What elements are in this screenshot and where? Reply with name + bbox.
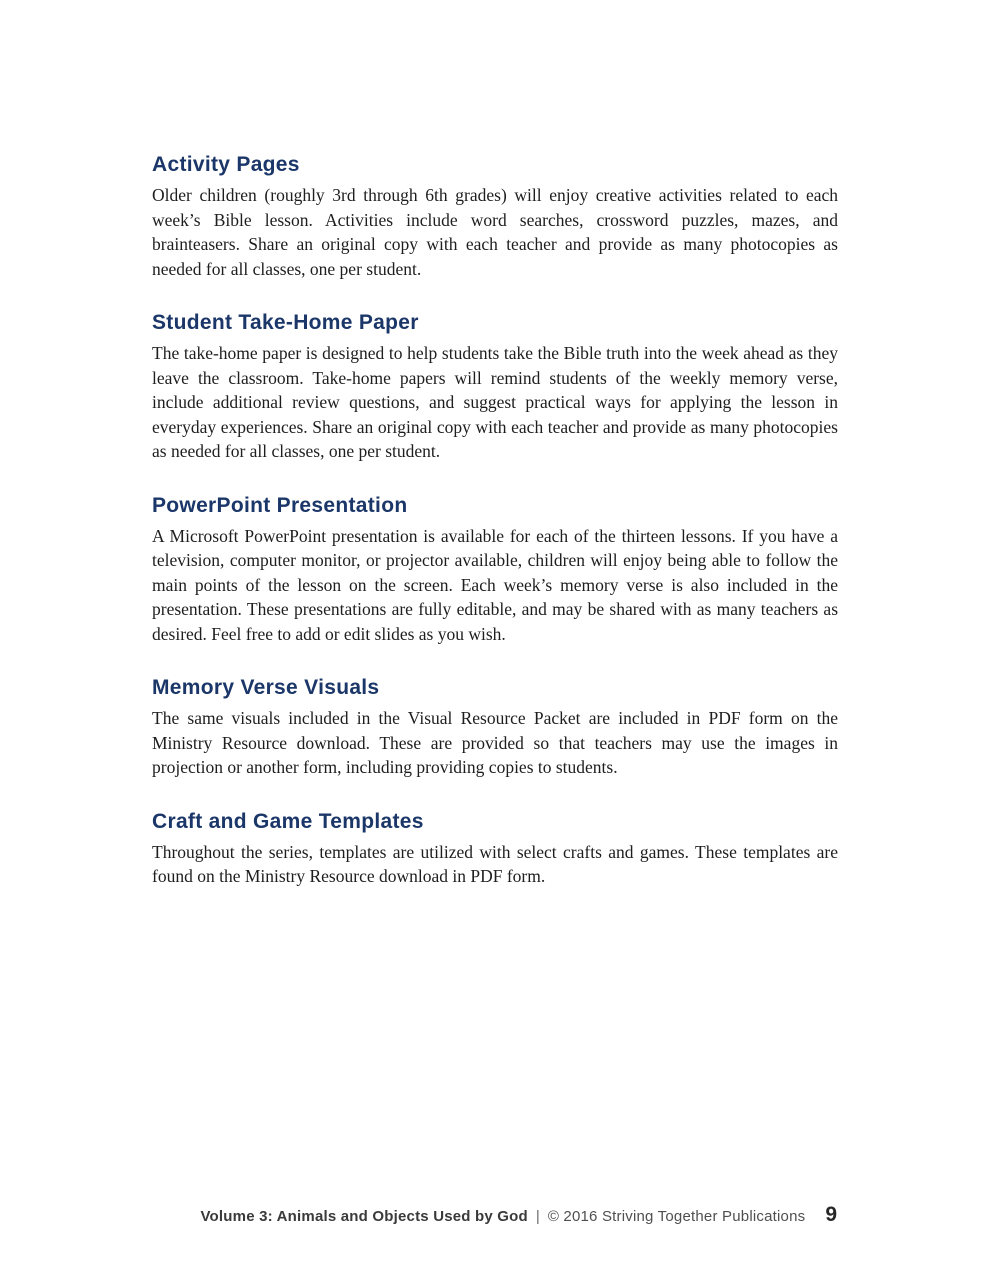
footer-separator: |	[535, 1208, 540, 1225]
section-body-text: Older children (roughly 3rd through 6th grades) will enjoy creative activities related to each week’s Bible lesson. Activities include word searches, crossword puzzles, mazes, and brainteasers. Share an original copy with each teacher and provide as many photocopies as needed for all classes, one per student.	[152, 185, 838, 279]
section-craft-and-game-templates	[152, 809, 838, 889]
section-body-text: The same visuals included in the Visual Resource Packet are included in PDF form on the Ministry Resource download. These are provided so that teachers may use the images in projection or another form, including providing copies to students.	[152, 708, 838, 777]
page-content	[152, 152, 838, 918]
section-powerpoint-presentation	[152, 493, 838, 647]
section-heading: Memory Verse Visuals	[152, 676, 380, 699]
section-heading: Craft and Game Templates	[152, 809, 424, 833]
section-body-text: The take-home paper is designed to help students take the Bible truth into the week ahead as they leave the classroom. Take-home papers will remind students of the weekly memory verse, include additional review questions, and suggest practical ways for applying the lesson in everyday experiences. Share an original copy with each teacher and provide as many photocopies as needed for all classes, one per student.	[152, 343, 838, 461]
section-student-take-home-paper	[152, 310, 838, 464]
section-heading: Student Take-Home Paper	[152, 311, 419, 334]
footer-book-title: Volume 3: Animals and Objects Used by God	[200, 1208, 528, 1225]
page-footer	[200, 1203, 837, 1227]
section-heading: Activity Pages	[152, 153, 300, 176]
footer-copyright: © 2016 Striving Together Publications	[547, 1208, 806, 1225]
section-memory-verse-visuals	[152, 675, 838, 780]
section-heading: PowerPoint Presentation	[152, 493, 408, 517]
section-activity-pages	[152, 152, 838, 281]
footer-page-number: 9	[825, 1203, 837, 1226]
section-body-text: Throughout the series, templates are utilized with select crafts and games. These templates are found on the Ministry Resource download in PDF form.	[152, 841, 838, 886]
section-body-text: A Microsoft PowerPoint presentation is available for each of the thirteen lessons. If you have a television, computer monitor, or projector available, children will enjoy being able to follow the main points of the lesson on the screen. Each week’s memory verse is also included in the presentation. These presentations are fully editable, and may be shared with as many teachers as desired. Feel free to add or edit slides as you wish.	[152, 525, 838, 644]
